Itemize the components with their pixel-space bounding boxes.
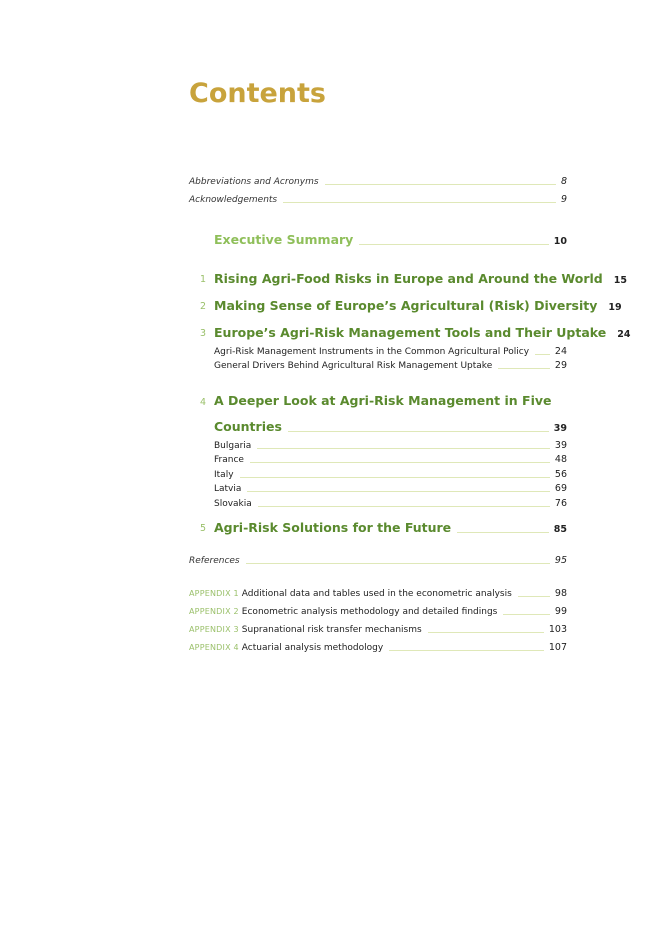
toc-entry-chapter-1[interactable] (214, 271, 627, 286)
toc-page-number: 24 (554, 346, 567, 357)
toc-entry-label: Rising Agri-Food Risks in Europe and Around the World (214, 271, 603, 286)
chapter-number: 2 (199, 301, 206, 312)
toc-entry-label: Actuarial analysis methodology (241, 643, 384, 653)
toc-entry-label: Acknowledgements (189, 195, 278, 205)
toc-entry-references[interactable] (189, 555, 567, 566)
leader-line (250, 462, 550, 463)
toc-entry-label: Countries (214, 419, 282, 434)
appendix-tag: APPENDIX 2 (189, 607, 239, 616)
leader-line (503, 614, 550, 615)
toc-page-number: 56 (554, 469, 567, 480)
chapter-number: 1 (199, 274, 206, 285)
toc-entry-chapter-4[interactable] (214, 419, 567, 434)
toc-entry-label: Additional data and tables used in the econometric analysis (241, 589, 512, 599)
toc-entry-label: Slovakia (214, 499, 252, 509)
toc-page-number: 8 (560, 176, 567, 187)
toc-entry-appendix-4[interactable] (189, 642, 567, 653)
toc-page-number: 15 (613, 275, 627, 286)
toc-entry-label: Supranational risk transfer mechanisms (241, 625, 422, 635)
toc-entry-executive-summary[interactable] (214, 232, 567, 247)
leader-line (288, 431, 549, 432)
toc-entry-label: General Drivers Behind Agricultural Risk Management Uptake (214, 361, 493, 371)
toc-page-number: 95 (554, 555, 567, 566)
toc-entry-label: Europe’s Agri-Risk Management Tools and Their Uptake (214, 325, 607, 340)
toc-entry-acknowledgements[interactable] (189, 194, 567, 205)
leader-line (325, 184, 556, 185)
toc-entry-section[interactable] (214, 440, 567, 451)
leader-line (240, 477, 550, 478)
toc-entry-chapter-3[interactable] (214, 325, 631, 340)
toc-page-number: 19 (608, 302, 622, 313)
toc-page-number: 103 (548, 624, 567, 635)
leader-line (258, 506, 550, 507)
toc-page-number: 69 (554, 483, 567, 494)
leader-line (247, 491, 550, 492)
leader-line (535, 354, 550, 355)
toc-page-number: 9 (560, 194, 567, 205)
toc-entry-label: Bulgaria (214, 441, 252, 451)
chapter-number: 5 (199, 523, 206, 534)
toc-page-number: 10 (553, 236, 567, 247)
toc-page-number: 99 (554, 606, 567, 617)
toc-entry-label: Agri-Risk Management Instruments in the Common Agricultural Policy (214, 347, 530, 357)
toc-entry-label: France (214, 455, 244, 465)
chapter-number: 4 (199, 397, 206, 408)
toc-page-number: 98 (554, 588, 567, 599)
toc-entry-label: Agri-Risk Solutions for the Future (214, 520, 452, 535)
toc-entry-appendix-2[interactable] (189, 606, 567, 617)
appendix-tag: APPENDIX 4 (189, 643, 239, 652)
leader-line (257, 448, 550, 449)
leader-line (428, 632, 544, 633)
toc-entry-appendix-1[interactable] (189, 588, 567, 599)
toc-page-number: 107 (548, 642, 567, 653)
toc-page-number: 24 (617, 329, 631, 340)
appendix-tag: APPENDIX 1 (189, 589, 239, 598)
toc-page-number: 48 (554, 454, 567, 465)
chapter-number: 3 (199, 328, 206, 339)
leader-line (389, 650, 544, 651)
toc-entry-label: Executive Summary (214, 232, 354, 247)
leader-line (359, 244, 548, 245)
toc-entry-label: Econometric analysis methodology and detailed findings (241, 607, 498, 617)
chapter-title-line-1: A Deeper Look at Agri-Risk Management in Five (214, 393, 552, 408)
leader-line (498, 368, 550, 369)
toc-entry-section[interactable] (214, 469, 567, 480)
leader-line (457, 532, 549, 533)
leader-line (518, 596, 550, 597)
toc-entry-label: Latvia (214, 484, 242, 494)
toc-entry-label: Abbreviations and Acronyms (189, 177, 319, 187)
toc-entry-abbreviations[interactable] (189, 176, 567, 187)
toc-page-number: 85 (553, 524, 567, 535)
toc-page-number: 29 (554, 360, 567, 371)
leader-line (283, 202, 556, 203)
page-title: Contents (189, 78, 327, 109)
toc-page-number: 39 (553, 423, 567, 434)
toc-entry-label: Making Sense of Europe’s Agricultural (Risk) Diversity (214, 298, 598, 313)
toc-entry-chapter-2[interactable] (214, 298, 622, 313)
toc-entry-label: References (189, 556, 240, 566)
toc-entry-chapter-5[interactable] (214, 520, 567, 535)
appendix-tag: APPENDIX 3 (189, 625, 239, 634)
toc-page-number: 76 (554, 498, 567, 509)
toc-entry-section[interactable] (214, 498, 567, 509)
toc-entry-label: Italy (214, 470, 234, 480)
toc-entry-appendix-3[interactable] (189, 624, 567, 635)
toc-entry-section[interactable] (214, 346, 567, 357)
toc-entry-section[interactable] (214, 360, 567, 371)
leader-line (246, 563, 550, 564)
toc-entry-section[interactable] (214, 454, 567, 465)
toc-page-number: 39 (554, 440, 567, 451)
toc-entry-section[interactable] (214, 483, 567, 494)
